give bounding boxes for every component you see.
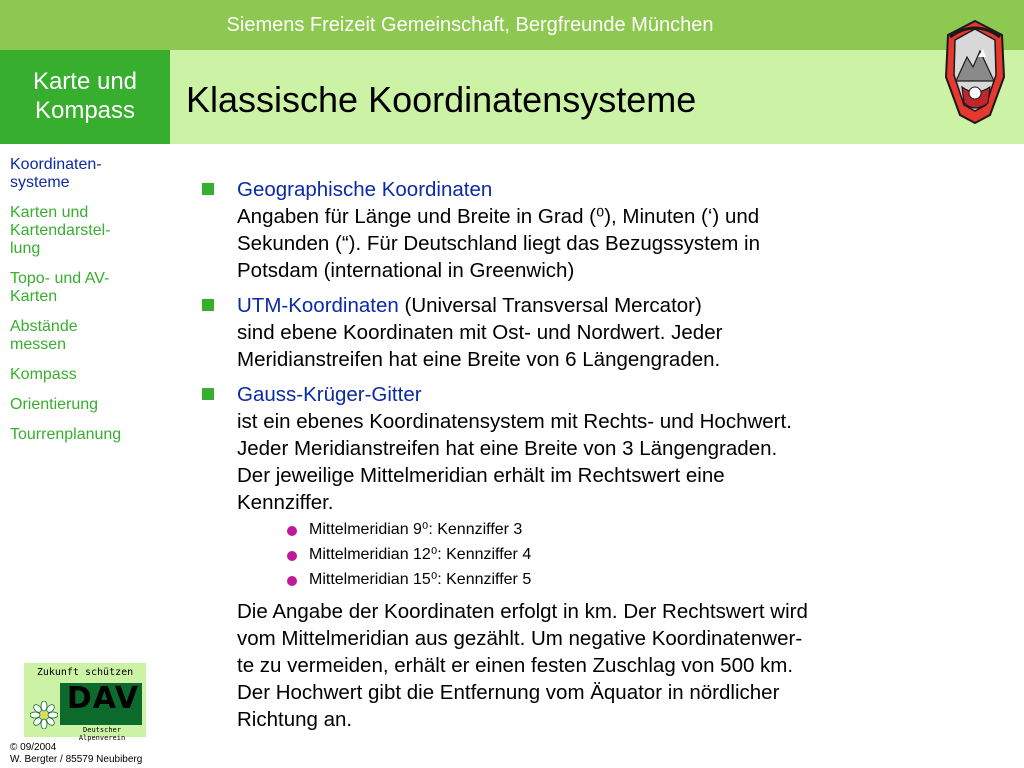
dot-bullet-icon <box>287 576 297 586</box>
dav-wordmark: DAV <box>66 681 140 716</box>
closing-line: Der Hochwert gibt die Entfernung vom Äquator in nördlicher <box>237 681 780 704</box>
square-bullet-icon <box>202 183 214 195</box>
nav-item-6[interactable] <box>10 426 160 444</box>
nav-item-label: Kompass <box>10 366 77 383</box>
nav-item-label: Karten und <box>10 204 89 221</box>
bullet-text-line: sind ebene Koordinaten mit Ost- und Nordwert. Jeder <box>237 321 723 344</box>
nav-item-label: Tourrenplanung <box>10 426 122 443</box>
bullet-text-line: Sekunden (“). Für Deutschland liegt das Bezugssystem in <box>237 232 761 255</box>
bullet-text-line: ist ein ebenes Koordinatensystem mit Rechts- und Hochwert. <box>237 410 792 433</box>
dav-logo <box>24 663 146 742</box>
bullet-text-line: Meridianstreifen hat eine Breite von 6 Längengraden. <box>237 348 721 371</box>
section-label <box>0 67 170 125</box>
footer-credit-line: © 09/2004 <box>10 742 57 753</box>
nav-item-label: messen <box>10 336 67 353</box>
sub-item-text: Mittelmeridian 12⁰: Kennziffer 4 <box>309 546 532 563</box>
bullet-heading-suffix: (Universal Transversal Mercator) <box>398 294 702 317</box>
closing-line: vom Mittelmeridian aus gezählt. Um negative Koordinatenwer- <box>237 627 803 650</box>
nav-item-label: systeme <box>10 174 70 191</box>
nav-item-0[interactable] <box>10 156 160 192</box>
bullet-text-line: Kennziffer. <box>237 491 334 514</box>
section-label-line: Kompass <box>34 97 136 124</box>
dav-subtitle: Deutscher Alpenverein <box>78 726 126 742</box>
footer-credit-line: W. Bergter / 85579 Neubiberg <box>10 754 143 765</box>
footer-credit <box>10 742 142 766</box>
bullet-item <box>200 381 980 590</box>
nav-item-label: Karten <box>10 288 58 305</box>
dot-bullet-icon <box>287 526 297 536</box>
nav-item-2[interactable] <box>10 270 160 306</box>
slide-content <box>200 176 980 733</box>
section-box <box>0 50 170 144</box>
nav-item-label: Kartendarstel- <box>10 222 111 239</box>
dav-slogan: Zukunft schützen <box>36 667 134 678</box>
bullet-text-line: Der jeweilige Mittelmeridian erhält im Rechtswert eine <box>237 464 725 487</box>
nav-item-label: Koordinaten- <box>10 156 102 173</box>
bullet-item <box>200 176 980 284</box>
bullet-text-line: Potsdam (international in Greenwich) <box>237 259 575 282</box>
header-bar <box>0 0 1024 50</box>
nav-item-1[interactable] <box>10 204 160 258</box>
bullet-heading-line <box>237 176 980 203</box>
closing-line: te zu vermeiden, erhält er einen festen Zuschlag von 500 km. <box>237 654 794 677</box>
mountain-club-emblem-icon <box>940 17 1010 127</box>
slide-title: Klassische Koordinatensysteme <box>186 79 697 120</box>
bullet-text-line: Angaben für Länge und Breite in Grad (⁰), Minuten (‘) und <box>237 205 760 228</box>
sub-list-item <box>285 545 980 565</box>
sub-list-item <box>285 570 980 590</box>
nav-item-label: Topo- und AV- <box>10 270 110 287</box>
sub-list-item <box>285 520 980 540</box>
closing-line: Die Angabe der Koordinaten erfolgt in km. Der Rechtswert wird <box>237 600 808 623</box>
bullet-heading-line <box>237 292 980 319</box>
square-bullet-icon <box>202 299 214 311</box>
bullet-heading: Geographische Koordinaten <box>237 178 493 201</box>
sub-list <box>237 520 980 590</box>
closing-line: Richtung an. <box>237 708 353 731</box>
nav-item-label: Abstände <box>10 318 78 335</box>
section-nav <box>10 156 160 456</box>
square-bullet-icon <box>202 388 214 400</box>
bullet-heading-line <box>237 381 980 408</box>
section-label-line: Karte und <box>32 68 138 95</box>
bullet-heading: UTM-Koordinaten <box>237 294 399 317</box>
sub-item-text: Mittelmeridian 9⁰: Kennziffer 3 <box>309 521 523 538</box>
nav-item-label: lung <box>10 240 41 257</box>
organization-title: Siemens Freizeit Gemeinschaft, Bergfreunde München <box>226 14 714 36</box>
nav-item-5[interactable] <box>10 396 160 414</box>
nav-item-3[interactable] <box>10 318 160 354</box>
bullet-heading: Gauss-Krüger-Gitter <box>237 383 422 406</box>
nav-item-4[interactable] <box>10 366 160 384</box>
edelweiss-icon <box>30 701 58 729</box>
dot-bullet-icon <box>287 551 297 561</box>
sub-item-text: Mittelmeridian 15⁰: Kennziffer 5 <box>309 571 532 588</box>
closing-paragraph <box>200 598 980 733</box>
bullet-text-line: Jeder Meridianstreifen hat eine Breite von 3 Längengraden. <box>237 437 778 460</box>
nav-item-label: Orientierung <box>10 396 99 413</box>
bullet-item <box>200 292 980 373</box>
